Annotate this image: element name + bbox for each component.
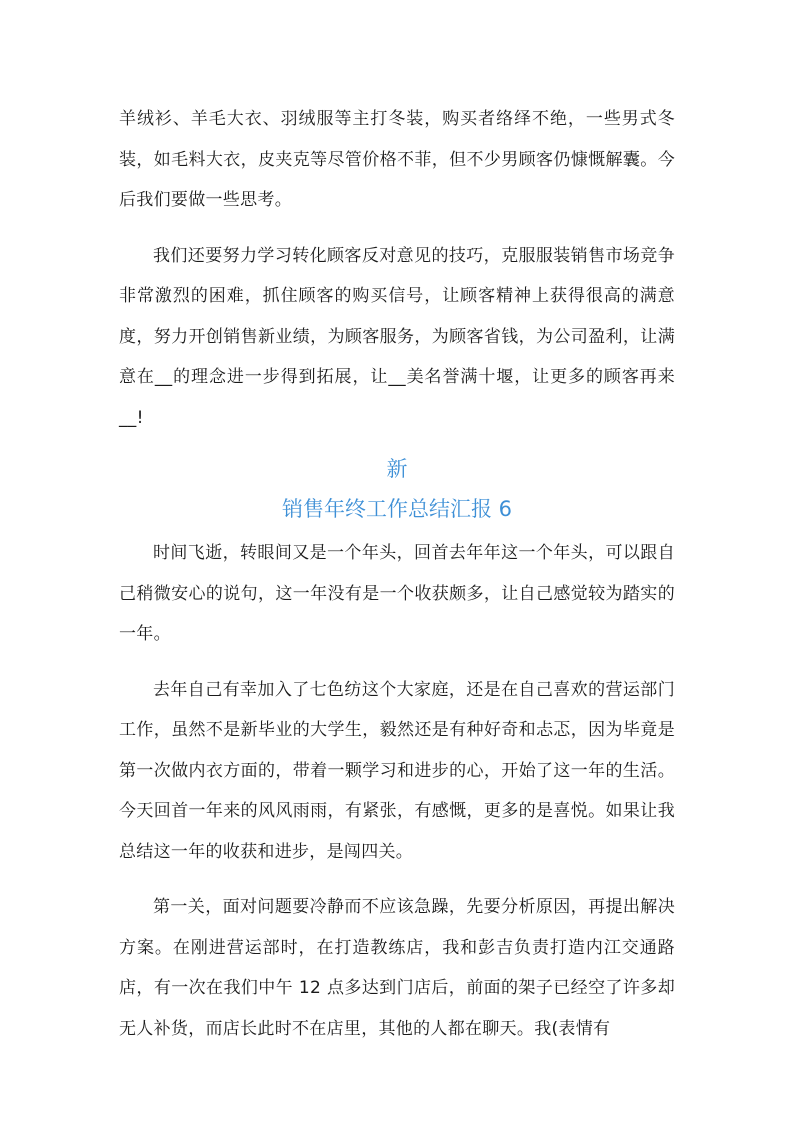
paragraph-winter-clothing: 羊绒衫、羊毛大衣、羽绒服等主打冬装，购买者络绎不绝，一些男式冬装，如毛料大衣，皮夹克等尽管价格不菲，但不少男顾客仍慷慨解囊。今后我们要做一些思考。 [119, 109, 675, 210]
heading-title: 销售年终工作总结汇报 6 [281, 497, 513, 521]
paragraph-sales-skills: 我们还要努力学习转化顾客反对意见的技巧，克服服装销售市场竞争非常激烈的困难，抓住顾客的购买信号，让顾客精神上获得很高的满意度，努力开创销售新业绩，为顾客服务，为顾客省钱，为公司盈利，让满意在__的理念进一步得到拓展，让__美名誉满十堰，让更多的顾客再来__! [119, 245, 675, 428]
section-heading [119, 449, 675, 529]
paragraph-first-level: 第一关，面对问题要冷静而不应该急躁，先要分析原因，再提出解决方案。在刚进营运部时，在打造教练店，我和彭吉负责打造内江交通路店，有一次在我们中午 12 点多达到门店后，前面的架子已经空了许多却无人补货，而店长此时不在店里，其他的人都在聊天。我(表情有 [119, 897, 675, 1039]
paragraph-joined-company: 去年自己有幸加入了七色纺这个大家庭，还是在自己喜欢的营运部门工作，虽然不是新毕业的大学生，毅然还是有种好奇和忐忑，因为毕竟是第一次做内衣方面的，带着一颗学习和进步的心，开始了这一年的生活。今天回首一年来的风风雨雨，有紧张，有感慨，更多的是喜悦。如果让我总结这一年的收获和进步，是闯四关。 [119, 679, 675, 862]
document-page [119, 99, 675, 1049]
heading-line-new: 新 [386, 457, 408, 481]
paragraph-time-flies: 时间飞逝，转眼间又是一个年头，回首去年年这一个年头，可以跟自己稍微安心的说句，这一年没有是一个收获颇多，让自己感觉较为踏实的一年。 [119, 543, 675, 644]
